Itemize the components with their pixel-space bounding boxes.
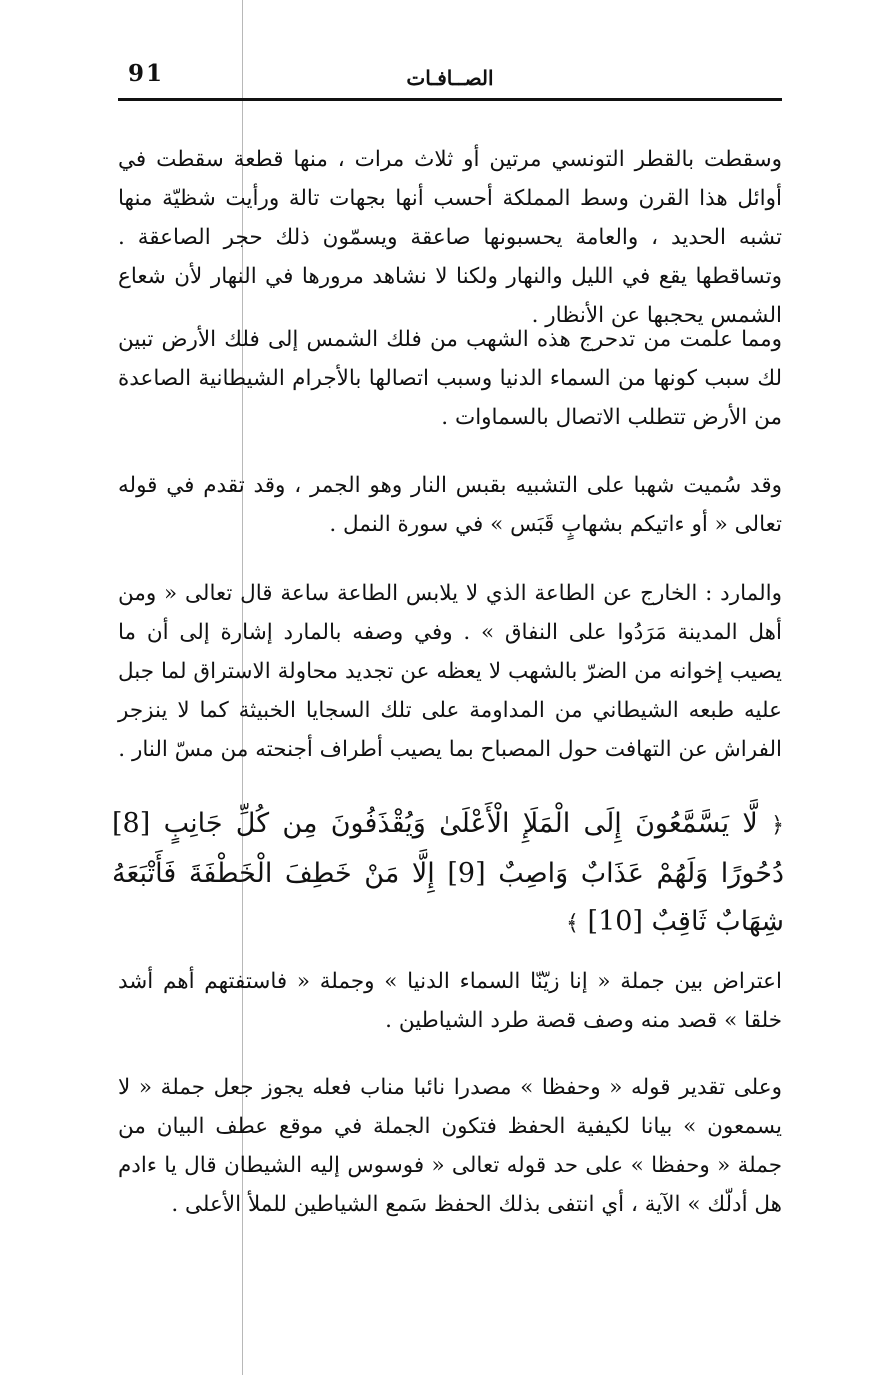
paragraph-5: اعتراض بين جملة « إنا زيّنّا السماء الدنيا » وجملة « فاستفتهم أهم أشد خلقا » قصد منه وصف قصة طرد الشياطين . [118, 969, 782, 1033]
verse-text: لَّا يَسَّمَّعُونَ إِلَى الْمَلَإِ الْأَعْلَىٰ وَيُقْذَفُونَ مِن كُلِّ جَانِبٍ [8] دُحُورًا وَلَهُمْ عَذَابٌ وَاصِبٌ [9] إِلَّا مَنْ خَطِفَ الْخَطْفَةَ فَأَتْبَعَهُ شِهَابٌ ثَاقِبٌ [10] [112, 808, 784, 937]
page-header [118, 58, 782, 100]
page-number: 91 [128, 60, 165, 87]
paragraph-6: وعلى تقدير قوله « وحفظا » مصدرا نائبا مناب فعله يجوز جعل جملة « لا يسمعون » بيانا لكيفية الحفظ فتكون الجملة في موقع عطف البيان من جملة « وحفظا » على حد قوله تعالى « فوسوس إليه الشيطان قال يا ءادم هل أدلّك » الآية ، أي انتفى بذلك الحفظ سَمع الشياطين للملأ الأعلى . [118, 1075, 782, 1217]
paragraph-2: ومما علمت من تدحرج هذه الشهب من فلك الشمس إلى فلك الأرض تبين لك سبب كونها من السماء الدنيا وسبب اتصالها بالأجرام الشيطانية الصاعدة من الأرض تتطلب الاتصال بالسماوات . [118, 327, 782, 430]
paragraph-1: وسقطت بالقطر التونسي مرتين أو ثلاث مرات ، منها قطعة سقطت في أوائل هذا القرن وسط المملكة أحسب أنها بجهات تالة ورأيت شظيّة منها تشبه الحديد ، والعامة يحسبونها صاعقة ويسمّون ذلك حجر الصاعقة . وتساقطها يقع في الليل والنهار ولكنا لا نشاهد مرورها في النهار لأن شعاع الشمس يحجبها عن الأنظار . [118, 147, 782, 328]
verse-open-ornament: ﴿ [771, 813, 784, 838]
verse-close-ornament: ﴾ [566, 911, 579, 936]
quran-verse [112, 800, 784, 948]
paragraph-3: وقد سُميت شهبا على التشبيه بقبس النار وهو الجمر ، وقد تقدم في قوله تعالى « أو ءاتيكم بشهابٍ قَبَس » في سورة النمل . [118, 473, 782, 537]
header-rule [118, 98, 782, 101]
running-head: الصــافـات [406, 66, 494, 90]
paragraph-4: والمارد : الخارج عن الطاعة الذي لا يلابس الطاعة ساعة قال تعالى « ومن أهل المدينة مَرَدُوا على النفاق » . وفي وصفه بالمارد إشارة إلى أن ما يصيب إخوانه من الضرّ بالشهب لا يعظه عن تجديد محاولة الاستراق لما جبل عليه طبعه الشيطاني من المداومة على تلك السجايا الخبيثة كما لا ينزجر الفراش عن التهافت حول المصباح بما يصيب أطراف أجنحته من مسّ النار . [118, 581, 782, 762]
